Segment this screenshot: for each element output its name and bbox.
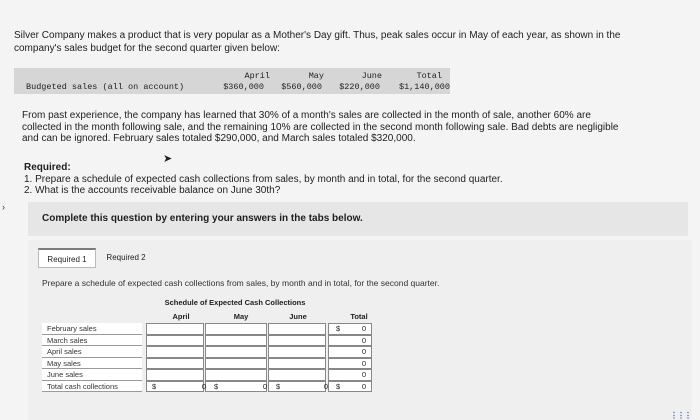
currency-symbol: $ — [276, 381, 281, 391]
budget-value-june: $220,000 — [339, 82, 380, 92]
budget-header-total: Total — [416, 71, 442, 81]
schedule-column-total: 0 — [262, 381, 267, 391]
schedule-column-total: 0 — [323, 381, 328, 391]
schedule-row-label: Total cash collections — [42, 381, 142, 393]
schedule-row-label: February sales — [42, 323, 142, 335]
tab-required-1[interactable]: Required 1 — [38, 248, 96, 268]
schedule-input-cell[interactable] — [205, 323, 267, 335]
schedule-input-cell[interactable] — [146, 346, 204, 358]
budget-value-april: $360,000 — [223, 82, 264, 92]
budget-header-april: April — [244, 71, 270, 81]
schedule-header-april: April — [172, 312, 190, 321]
budget-header-may: May — [308, 71, 324, 81]
schedule-column-total: 0 — [201, 381, 206, 391]
schedule-row-total: 0 — [361, 335, 366, 345]
required-section — [24, 162, 584, 197]
currency-symbol: $ — [152, 381, 157, 391]
schedule-row-total: 0 — [361, 381, 366, 391]
schedule-row-total: 0 — [361, 358, 366, 368]
tab-required-2[interactable]: Required 2 — [106, 253, 146, 262]
budget-value-total: $1,140,000 — [398, 82, 450, 92]
currency-symbol: $ — [336, 324, 341, 333]
budget-header-june: June — [361, 71, 382, 81]
schedule-input-cell[interactable] — [146, 323, 204, 335]
schedule-input-cell[interactable] — [146, 335, 204, 347]
schedule-input-cell[interactable] — [205, 358, 267, 370]
schedule-row-label: April sales — [42, 346, 142, 358]
budget-row-label: Budgeted sales (all on account) — [26, 82, 185, 92]
schedule-input-cell[interactable] — [205, 335, 267, 347]
schedule-input-cell[interactable] — [268, 323, 326, 335]
sales-budget-table — [14, 68, 450, 94]
required-item-2: 2. What is the accounts receivable balance on June 30th? — [24, 185, 281, 196]
schedule-input-cell[interactable] — [268, 358, 326, 370]
schedule-input-cell[interactable] — [268, 335, 326, 347]
schedule-header-total: Total — [350, 312, 368, 321]
problem-intro: Silver Company makes a product that is very popular as a Mother's Day gift. Thus, peak sales occur in May of each year, as shown in the company's sales budget for the second quarter given below: — [14, 30, 621, 54]
schedule-input-cell[interactable] — [268, 369, 326, 381]
schedule-input-cell[interactable] — [205, 369, 267, 381]
complete-instructions: Complete this question by entering your answers in the tabs below. — [28, 202, 688, 236]
problem-paragraph: From past experience, the company has learned that 30% of a month's sales are collected in the month of sale, another 60% are collected in the month following sale, and the remaining 10% are collected in the second month following sale. Bad debts are negligible and can be ignored. February sales totaled $290,000, and March sales totaled $320,000. — [22, 110, 619, 144]
schedule-row-total: 0 — [361, 370, 366, 379]
required-heading: Required: — [24, 162, 71, 173]
schedule-header-may: May — [233, 312, 249, 321]
margin-mark: › — [2, 202, 5, 212]
schedule-input-cell[interactable] — [146, 358, 204, 370]
ellipsis-icon[interactable]: ⋮⋮⋮ — [670, 411, 691, 420]
budget-value-may: $560,000 — [281, 82, 322, 92]
schedule-input-cell[interactable] — [205, 346, 267, 358]
schedule-instruction: Prepare a schedule of expected cash collections from sales, by month and in total, for the second quarter. — [42, 278, 440, 288]
schedule-input-cell[interactable] — [268, 346, 326, 358]
schedule-row-label: June sales — [42, 369, 142, 381]
schedule-title: Schedule of Expected Cash Collections — [164, 298, 306, 307]
schedule-header-june: June — [289, 312, 307, 321]
currency-symbol: $ — [214, 381, 219, 391]
currency-symbol: $ — [336, 381, 341, 391]
required-item-1: 1. Prepare a schedule of expected cash collections from sales, by month and in total, for the second quarter. — [24, 173, 503, 185]
arrow-cursor-icon: ➤ — [163, 153, 173, 165]
schedule-row-label: May sales — [42, 358, 142, 370]
schedule-input-cell[interactable] — [146, 369, 204, 381]
schedule-row-label: March sales — [42, 335, 142, 347]
schedule-row-total: 0 — [361, 324, 366, 333]
schedule-row-total: 0 — [361, 347, 366, 356]
